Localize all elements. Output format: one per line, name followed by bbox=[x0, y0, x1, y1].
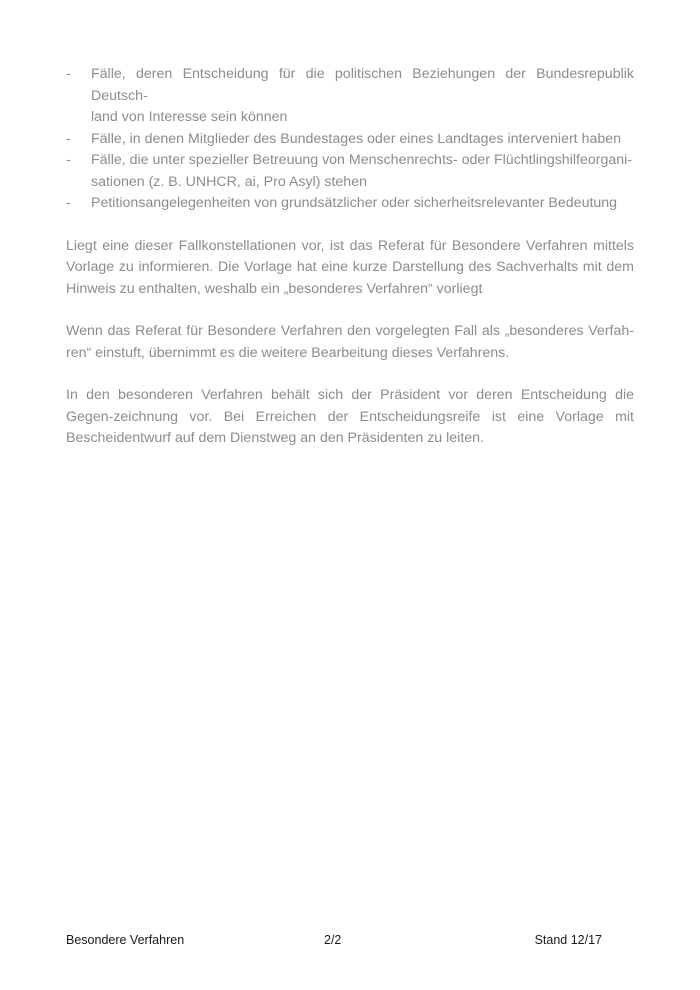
bullet-dash: - bbox=[66, 152, 71, 168]
list-item bbox=[66, 193, 634, 215]
document-body bbox=[66, 64, 634, 450]
bullet-dash: - bbox=[66, 66, 71, 82]
list-item bbox=[66, 150, 634, 193]
footer-title: Besondere Verfahren bbox=[66, 933, 185, 947]
bullet-dash: - bbox=[66, 130, 71, 147]
bullet-dash: - bbox=[66, 195, 71, 211]
list-item-text: Fälle, deren Entscheidung für die politischen Beziehungen der Bundesrepublik Deutsch- land von Interesse sein können bbox=[91, 66, 634, 125]
list-item-text: Fälle, in denen Mitglieder des Bundestages oder eines Landtages interveniert haben bbox=[91, 130, 622, 147]
list-item bbox=[66, 64, 634, 129]
page-footer bbox=[66, 933, 602, 951]
paragraph-countersignature: In den besonderen Verfahren behält sich der Präsident vor deren Entscheidung die Gegen-zeichnung vor. Bei Erreichen der Entscheidungsreife ist eine Vorlage mit Bescheidentwurf auf dem Dienstweg an den Präsidenten zu leiten. bbox=[66, 387, 634, 446]
list-item-text: Fälle, die unter spezieller Betreuung von Menschenrechts- oder Flüchtlingshilfeorgani- sationen (z. B. UNHCR, ai, Pro Asyl) stehen bbox=[91, 152, 632, 190]
paragraph-notification: Liegt eine dieser Fallkonstellationen vor, ist das Referat für Besondere Verfahren mittels Vorlage zu informieren. Die Vorlage hat eine kurze Darstellung des Sachverhalts mit dem Hinweis zu enthalten, weshalb ein „besonderes Verfahren“ vorliegt bbox=[66, 237, 634, 297]
paragraph-classification: Wenn das Referat für Besondere Verfahren den vorgelegten Fall als „besonderes Verfah-ren“ einstuft, übernimmt es die weitere Bearbeitung dieses Verfahrens. bbox=[66, 323, 634, 361]
list-item-text: Petitionsangelegenheiten von grundsätzlicher oder sicherheitsrelevanter Bedeutung bbox=[91, 195, 618, 211]
case-list bbox=[66, 64, 634, 215]
page-number: 2/2 bbox=[324, 933, 342, 947]
footer-stand: Stand 12/17 bbox=[534, 933, 602, 947]
list-item bbox=[66, 129, 634, 151]
